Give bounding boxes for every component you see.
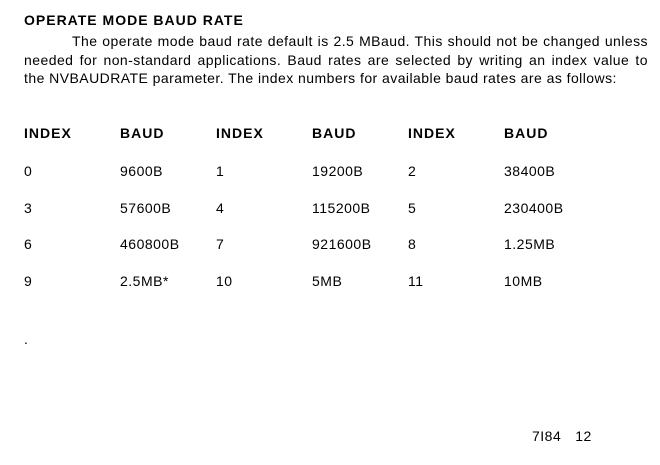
body-paragraph: The operate mode baud rate default is 2.5 MBaud. This should not be changed unless needed for non-standard applications. Baud rates are selected by writing an index value to the NVBAUDRATE parameter. The index numbers for available baud rates are as follows: [24, 33, 648, 87]
column-header-baud: BAUD [312, 125, 357, 141]
column-header-baud: BAUD [504, 125, 549, 141]
index-cell: 3 [24, 200, 33, 216]
baud-cell: 10MB [504, 273, 543, 289]
baud-cell: 115200B [312, 200, 371, 216]
baud-cell: 2.5MB* [120, 273, 169, 289]
index-cell: 5 [408, 200, 417, 216]
index-cell: 2 [408, 163, 417, 179]
index-cell: 10 [216, 273, 233, 289]
section-heading: OPERATE MODE BAUD RATE [24, 12, 244, 28]
baud-cell: 19200B [312, 163, 364, 179]
index-cell: 0 [24, 163, 33, 179]
index-cell: 1 [216, 163, 225, 179]
index-cell: 8 [408, 236, 417, 252]
column-header-index: INDEX [24, 125, 72, 141]
baud-cell: 9600B [120, 163, 163, 179]
index-cell: 7 [216, 236, 225, 252]
page-number: 12 [575, 428, 592, 444]
baud-cell: 921600B [312, 236, 372, 252]
baud-cell: 460800B [120, 236, 180, 252]
baud-cell: 1.25MB [504, 236, 556, 252]
index-cell: 9 [24, 273, 33, 289]
column-header-index: INDEX [408, 125, 456, 141]
trailing-period: . [24, 331, 28, 347]
index-cell: 6 [24, 236, 33, 252]
column-header-index: INDEX [216, 125, 264, 141]
page-footer [532, 428, 592, 444]
baud-cell: 230400B [504, 200, 564, 216]
baud-cell: 5MB [312, 273, 343, 289]
baud-cell: 38400B [504, 163, 556, 179]
index-cell: 4 [216, 200, 225, 216]
index-cell: 11 [408, 273, 424, 289]
column-header-baud: BAUD [120, 125, 165, 141]
footer-doc-id: 7I84 [532, 428, 562, 444]
baud-cell: 57600B [120, 200, 172, 216]
